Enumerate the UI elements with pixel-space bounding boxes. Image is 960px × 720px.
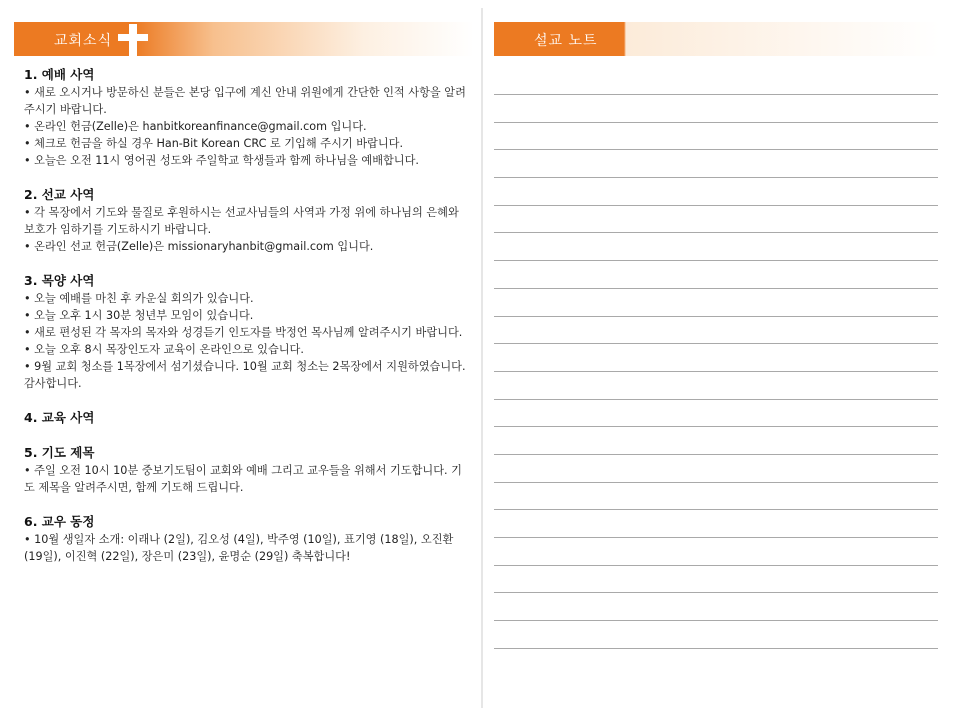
section-title: 3. 목양 사역 bbox=[24, 273, 95, 288]
list-item: • 오늘 오후 1시 30분 청년부 모임이 있습니다. bbox=[24, 309, 254, 322]
list-item: • 주일 오전 10시 10분 중보기도팀이 교회와 예배 그리고 교우들을 위해서 기도합니다. 기도 제목을 알려주시면, 함께 기도해 드립니다. bbox=[24, 464, 462, 494]
note-line bbox=[494, 648, 938, 649]
note-line bbox=[494, 177, 938, 178]
note-line bbox=[494, 509, 938, 510]
note-line bbox=[494, 426, 938, 427]
note-line bbox=[494, 399, 938, 400]
list-item: • 새로 편성된 각 목자의 목자와 성경듣기 인도자를 박정언 목사님께 알려주시기 바랍니다. bbox=[24, 326, 463, 339]
church-news-content bbox=[24, 66, 470, 582]
list-item: • 온라인 선교 헌금(Zelle)은 missionaryhanbit@gmail.com 입니다. bbox=[24, 240, 374, 253]
sermon-notes-title: 설교 노트 bbox=[534, 33, 598, 49]
section-education bbox=[24, 409, 470, 427]
note-line bbox=[494, 482, 938, 483]
note-line bbox=[494, 94, 938, 95]
note-line bbox=[494, 371, 938, 372]
section-prayer bbox=[24, 444, 470, 496]
sermon-notes-lines bbox=[494, 94, 938, 675]
note-line bbox=[494, 260, 938, 261]
note-line bbox=[494, 620, 938, 621]
cross-icon bbox=[118, 24, 152, 58]
list-item: • 각 목장에서 기도와 물질로 후원하시는 선교사님들의 사역과 가정 위에 하나님의 은혜와 보호가 임하기를 기도하시기 바랍니다. bbox=[24, 206, 459, 236]
section-title: 4. 교육 사역 bbox=[24, 410, 95, 425]
list-item: • 10월 생일자 소개: 이래나 (2일), 김오성 (4일), 박주영 (10일), 표기영 (18일), 오진환 (19일), 이진혁 (22일), 장은미 (23일), 윤명순 (29일) 축복합니다! bbox=[24, 533, 454, 563]
section-pastoral bbox=[24, 272, 470, 392]
note-line bbox=[494, 316, 938, 317]
section-title: 2. 선교 사역 bbox=[24, 187, 95, 202]
section-worship bbox=[24, 66, 470, 169]
list-item: • 새로 오시거나 방문하신 분들은 본당 입구에 계신 안내 위원에게 간단한 인적 사항을 알려주시기 바랍니다. bbox=[24, 86, 466, 116]
list-item: • 오늘 예배를 마친 후 카운실 회의가 있습니다. bbox=[24, 292, 254, 305]
note-line bbox=[494, 537, 938, 538]
note-line bbox=[494, 565, 938, 566]
list-item: • 체크로 헌금을 하실 경우 Han-Bit Korean CRC 로 기입해 주시기 바랍니다. bbox=[24, 137, 404, 150]
list-item: • 오늘 오후 8시 목장인도자 교육이 온라인으로 있습니다. bbox=[24, 343, 304, 356]
list-item: • 오늘은 오전 11시 영어권 성도와 주일학교 학생들과 함께 하나님을 예배합니다. bbox=[24, 154, 419, 167]
church-news-title: 교회소식 bbox=[54, 33, 113, 49]
note-line bbox=[494, 232, 938, 233]
note-line bbox=[494, 205, 938, 206]
list-item: • 온라인 헌금(Zelle)은 hanbitkoreanfinance@gmail.com 입니다. bbox=[24, 120, 367, 133]
section-members bbox=[24, 513, 470, 565]
section-title: 6. 교우 동정 bbox=[24, 514, 95, 529]
list-item: • 9월 교회 청소를 1목장에서 섬기셨습니다. 10월 교회 청소는 2목장에서 지원하였습니다. 감사합니다. bbox=[24, 360, 466, 390]
sermon-notes-header bbox=[494, 22, 940, 56]
note-line bbox=[494, 149, 938, 150]
note-line bbox=[494, 122, 938, 123]
section-title: 5. 기도 제목 bbox=[24, 445, 95, 460]
section-mission bbox=[24, 186, 470, 255]
note-line bbox=[494, 454, 938, 455]
note-line bbox=[494, 592, 938, 593]
section-title: 1. 예배 사역 bbox=[24, 67, 95, 82]
church-news-header bbox=[14, 22, 474, 56]
note-line bbox=[494, 343, 938, 344]
page-divider bbox=[481, 8, 483, 708]
note-line bbox=[494, 288, 938, 289]
